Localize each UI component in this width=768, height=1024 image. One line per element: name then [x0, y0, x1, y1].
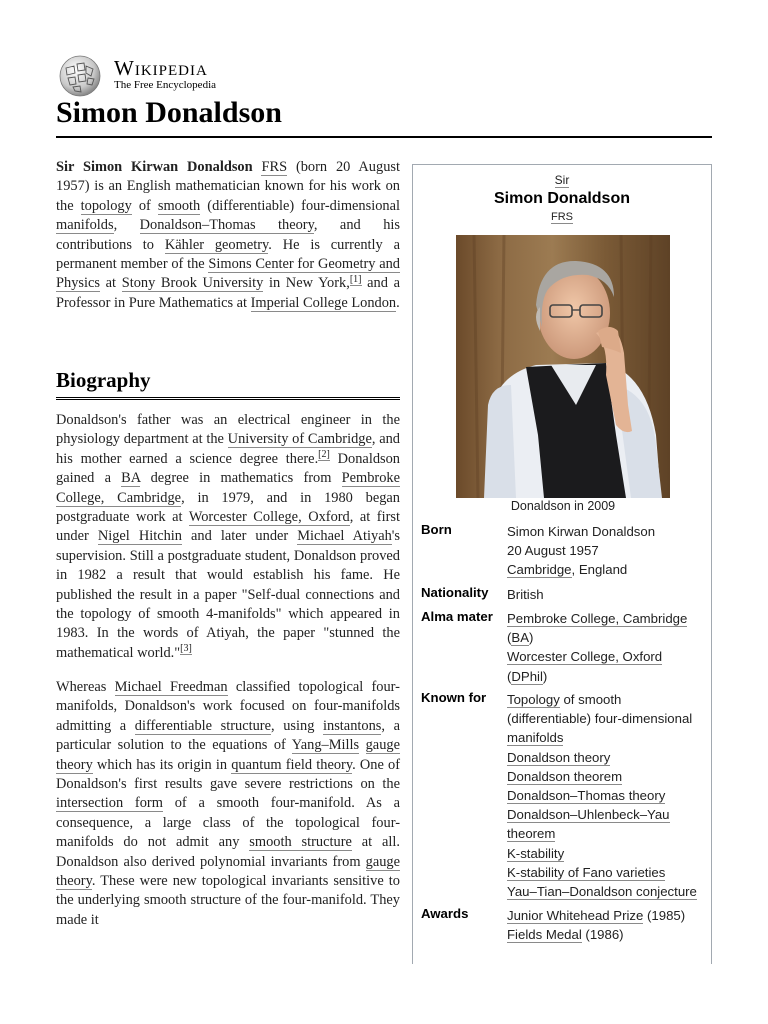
- text: degree in mathematics from: [140, 470, 342, 487]
- honorific-link[interactable]: Sir: [554, 173, 570, 187]
- wiki-link[interactable]: Donaldson–Thomas theory: [139, 217, 314, 234]
- infobox-value-line: [507, 647, 707, 666]
- wiki-link[interactable]: Yang–Mills: [291, 737, 360, 754]
- wiki-link[interactable]: quantum field theory: [231, 756, 353, 773]
- infobox-value: [507, 522, 707, 580]
- wiki-link[interactable]: manifolds: [507, 730, 564, 746]
- wiki-link[interactable]: differentiable structure: [134, 717, 271, 734]
- wiki-link[interactable]: smooth: [157, 197, 201, 214]
- text: and a Professor in Pure Mathematics at: [56, 275, 400, 311]
- text: (differentiable) four-dimensional: [507, 711, 693, 727]
- infobox-value: [507, 690, 707, 901]
- wiki-link[interactable]: Junior Whitehead Prize: [507, 908, 644, 923]
- text: Donaldson gained a: [56, 450, 401, 487]
- wiki-link[interactable]: Imperial College London: [250, 294, 397, 311]
- text: of smooth: [559, 692, 622, 707]
- intro-paragraph: [56, 158, 400, 313]
- wikipedia-tagline: The Free Encyclopedia: [114, 79, 217, 91]
- photo-caption: Donaldson in 2009: [510, 499, 616, 513]
- infobox-label: Known for: [421, 690, 487, 705]
- text: , a particular solution to the equations of: [56, 717, 400, 754]
- infobox-value: [507, 906, 707, 944]
- wiki-link[interactable]: Fields Medal: [507, 927, 582, 943]
- infobox-label: Born: [421, 522, 452, 537]
- wiki-link[interactable]: Donaldson theory: [507, 749, 611, 765]
- infobox-value: [507, 585, 707, 604]
- infobox-value-line: [507, 560, 707, 579]
- infobox-value-line: [507, 609, 707, 628]
- wiki-link[interactable]: University of Cambridge: [227, 431, 372, 448]
- citation[interactable]: [350, 274, 362, 286]
- text: .: [396, 294, 400, 311]
- text: Simon Kirwan Donaldson: [507, 524, 656, 539]
- infobox-honorific[interactable]: [413, 173, 711, 187]
- wiki-link[interactable]: Nigel Hitchin: [97, 528, 182, 545]
- wikipedia-globe-icon: [56, 54, 104, 98]
- text: (born 20 August 1957) is an English mathematician known for his work on the: [56, 159, 400, 214]
- infobox-value-line: [507, 805, 707, 824]
- biography-paragraph-2: [56, 678, 400, 930]
- wiki-link[interactable]: Yau–Tian–Donaldson conjecture: [507, 884, 697, 900]
- text: of a smooth four-manifold. As a consequence, a large class of the topological four-manifolds do not admit any: [56, 795, 400, 851]
- text: at all. Donaldson also derived polynomial invariants from: [56, 834, 401, 870]
- text: 20 August 1957: [507, 543, 599, 559]
- wiki-link[interactable]: Pembroke College, Cambridge: [56, 470, 400, 506]
- citation[interactable]: [180, 643, 192, 655]
- citation[interactable]: [318, 449, 330, 461]
- text: British: [507, 587, 544, 602]
- text: , and his mother earned a science degree there.: [56, 431, 400, 467]
- infobox-label: Nationality: [421, 585, 489, 600]
- infobox-value-line: [507, 767, 707, 786]
- text: . One of Donaldson's first results gave severe restrictions on the: [56, 756, 400, 793]
- title-divider: [56, 136, 712, 138]
- text: , in 1979, and in 1980 began postgraduate work at: [56, 489, 400, 526]
- infobox-value-line: [507, 824, 707, 843]
- text: in New York,: [263, 275, 350, 292]
- wiki-link[interactable]: gauge theory: [56, 853, 400, 890]
- text: ): [542, 668, 548, 684]
- wiki-link[interactable]: Pembroke College, Cambridge: [507, 611, 688, 626]
- wiki-link[interactable]: instantons: [323, 717, 382, 734]
- frs-link[interactable]: FRS: [551, 211, 573, 223]
- wiki-link[interactable]: Donaldson–Thomas theory: [507, 788, 666, 804]
- section-divider: [56, 397, 400, 400]
- wiki-link[interactable]: Topology: [507, 692, 560, 707]
- text: , using: [271, 717, 324, 734]
- text: which has its origin in: [92, 756, 232, 773]
- text: (1986): [581, 927, 624, 943]
- text: at: [99, 275, 122, 292]
- wiki-link[interactable]: Simons Center for Geometry and Physics: [56, 256, 400, 292]
- wiki-link[interactable]: Cambridge: [507, 562, 572, 578]
- infobox-label: Awards: [421, 906, 469, 921]
- wiki-link[interactable]: Donaldson–Uhlenbeck–Yau: [507, 807, 670, 823]
- wiki-link[interactable]: Donaldson theorem: [507, 768, 623, 784]
- wikipedia-wordmark: Wikipedia: [114, 56, 208, 80]
- wiki-link[interactable]: BA: [121, 470, 141, 487]
- wikipedia-logo[interactable]: [56, 54, 256, 98]
- text: ,: [113, 217, 140, 234]
- text: and later under: [181, 528, 298, 545]
- infobox-name: Simon Donaldson: [494, 190, 630, 207]
- wiki-link[interactable]: theorem: [507, 826, 556, 842]
- wiki-link[interactable]: Kähler geometry: [164, 236, 269, 253]
- text: (: [507, 630, 512, 646]
- infobox-value-line: [507, 786, 707, 805]
- infobox-value-line: [507, 748, 707, 767]
- infobox-value-line: [507, 728, 707, 747]
- infobox-label: Alma mater: [421, 609, 493, 624]
- text: [359, 737, 365, 753]
- wiki-link[interactable]: K-stability of Fano varieties: [507, 864, 666, 880]
- wiki-link[interactable]: Worcester College, Oxford: [507, 649, 663, 665]
- wiki-link[interactable]: Worcester College, Oxford: [188, 509, 350, 526]
- infobox-value-line: [507, 585, 707, 604]
- wiki-link[interactable]: BA: [511, 630, 529, 646]
- text: classified topological four-manifolds, Donaldson's work focused on four-manifolds admitting a: [56, 679, 400, 734]
- infobox-post-nominal[interactable]: [413, 211, 711, 223]
- infobox-value-line: [507, 690, 707, 709]
- bold-text: Sir Simon Kirwan Donaldson: [56, 159, 253, 175]
- text: , and his contributions to: [56, 217, 400, 253]
- reference-link[interactable]: [1]: [349, 273, 362, 285]
- reference-link[interactable]: [3]: [180, 643, 192, 655]
- text: ): [529, 630, 534, 646]
- text: (differentiable) four-dimensional: [200, 197, 400, 214]
- wiki-link[interactable]: intersection form: [56, 795, 163, 812]
- text: , England: [571, 562, 628, 578]
- infobox-value-line: [507, 863, 707, 882]
- infobox-value-line: [507, 844, 707, 863]
- page-title: Simon Donaldson: [56, 96, 282, 129]
- infobox-value-line: [507, 882, 707, 901]
- infobox-value-line: [507, 925, 707, 944]
- infobox-value-line: [507, 906, 707, 925]
- wiki-link[interactable]: smooth structure: [249, 834, 352, 851]
- text: (: [507, 668, 512, 684]
- text: 's supervision. Still a postgraduate student, Donaldson proved in 1982 a result that would establish his fame. He published the result in a paper "Self-dual connections and the topology of smooth 4-manifolds" which appeared in 1983. In the words of Atiyah, the paper "stunned the mathematical world.": [56, 528, 400, 661]
- text: , at first under: [56, 509, 400, 545]
- infobox-value-line: [507, 541, 707, 560]
- infobox: [412, 164, 712, 964]
- portrait-photo[interactable]: [456, 235, 670, 498]
- infobox-value-line: [507, 709, 707, 728]
- wiki-link[interactable]: K-stability: [507, 845, 565, 861]
- wiki-link[interactable]: DPhil: [511, 668, 543, 684]
- reference-link[interactable]: [2]: [318, 449, 330, 461]
- text: . These were new topological invariants sensitive to the underlying smooth structure of the four-manifold. They made it: [56, 873, 400, 928]
- infobox-value-line: [507, 667, 707, 686]
- text: of: [131, 197, 158, 214]
- text: Donaldson's father was an electrical engineer in the physiology department at the: [56, 412, 400, 448]
- wiki-link[interactable]: Stony Brook University: [121, 275, 264, 292]
- text: . He is currently a permanent member of the: [56, 236, 400, 273]
- infobox-value-line: [507, 628, 707, 647]
- wiki-link[interactable]: manifolds: [56, 217, 114, 234]
- infobox-value: [507, 609, 707, 686]
- wiki-link[interactable]: FRS: [261, 159, 288, 175]
- text: (1985): [643, 908, 686, 923]
- biography-paragraph-1: [56, 411, 400, 663]
- wiki-link[interactable]: Michael Freedman: [114, 679, 228, 695]
- wiki-link[interactable]: topology: [80, 197, 132, 214]
- section-heading-biography: Biography: [56, 368, 151, 392]
- wiki-link[interactable]: gauge theory: [56, 737, 400, 773]
- text: Whereas: [56, 679, 115, 695]
- infobox-value-line: [507, 522, 707, 541]
- wiki-link[interactable]: Michael Atiyah: [297, 528, 392, 545]
